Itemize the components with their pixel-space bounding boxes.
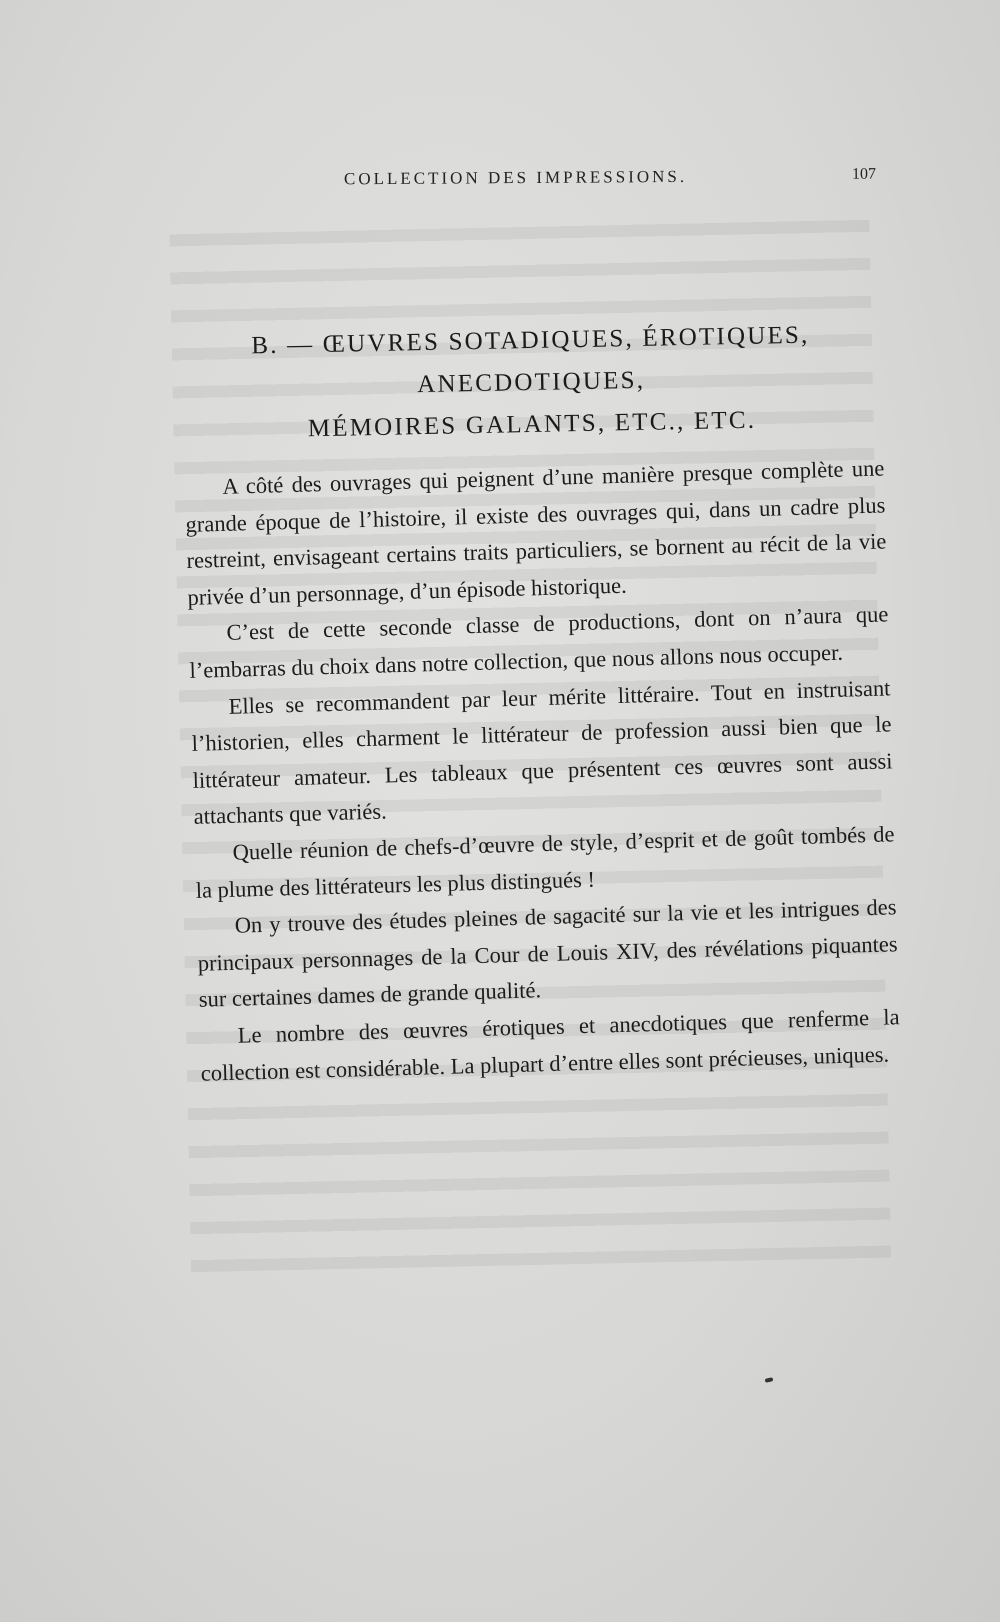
paragraph: C’est de cette seconde classe de productions, dont on n’aura que l’embarras du choix dans notre collection, que nous allons nous occuper. (189, 601, 889, 683)
paragraph: Elles se recommandent par leur mérite littéraire. Tout en instruisant l’historien, elles charment le littérateur de profession aussi bien que le littérateur amateur. Les tableaux que présentent ces œuvres sont aussi attachants que variés. (191, 674, 893, 830)
running-head-title: COLLECTION DES IMPRESSIONS. (343, 166, 688, 189)
body-text (184, 450, 901, 1091)
section-heading-line-2: ANECDOTIQUES, (417, 366, 646, 399)
section-heading-line-3: MÉMOIRES GALANTS, ETC., ETC. (307, 406, 757, 443)
paragraph: Le nombre des œuvres érotiques et anecdotiques que renferme la collection est considérable. La plupart d’entre elles sont précieuses, uniques. (200, 1004, 900, 1086)
running-head (180, 166, 880, 197)
paragraph: A côté des ouvrages qui peignent d’une manière presque complète une grande époque de l’histoire, il existe des ouvrages qui, dans un cadre plus restreint, envisageant certains traits particuliers, se bornent au récit de la vie privée d’un personnage, d’un épisode historique. (185, 455, 887, 610)
paragraph: On y trouve des études pleines de sagacité sur la vie et les intrigues des principaux personnages de la Cour de Louis XIV, des révélations piquantes sur certaines dames de grande qualité. (197, 894, 898, 1013)
ink-speck (765, 1377, 774, 1383)
page-number: 107 (851, 165, 877, 183)
paragraph: Quelle réunion de chefs-d’œuvre de style, d’esprit et de goût tombés de la plume des littérateurs les plus distingués ! (195, 821, 895, 903)
section-heading (180, 313, 882, 452)
section-heading-line-1: B. — ŒUVRES SOTADIQUES, ÉROTIQUES, (251, 321, 810, 360)
